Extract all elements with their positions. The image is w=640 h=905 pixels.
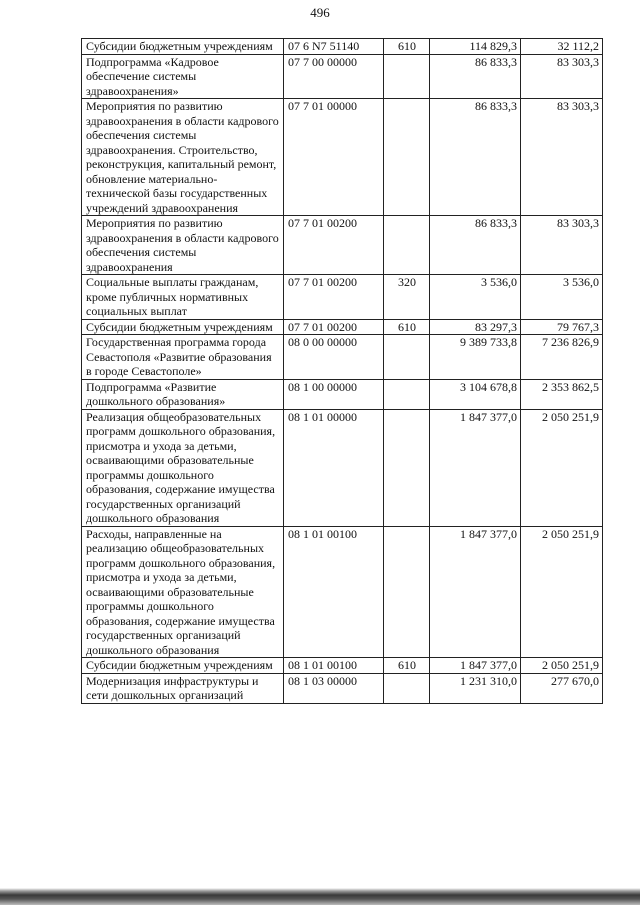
item-name-cell: Подпрограмма «Развитие дошкольного образования» [82,379,284,409]
amount-year2-cell: 79 767,3 [521,319,603,335]
table-row [82,409,603,526]
expense-type-cell [384,526,430,658]
item-name-cell: Подпрограмма «Кадровое обеспечение системы здравоохранения» [82,54,284,99]
expense-type-cell: 320 [384,275,430,320]
expense-type-cell: 610 [384,658,430,674]
amount-year2-cell: 277 670,0 [521,673,603,703]
table-row [82,54,603,99]
item-name-cell: Субсидии бюджетным учреждениям [82,658,284,674]
item-name-cell: Мероприятия по развитию здравоохранения в области кадрового обеспечения системы здравоохранения [82,216,284,275]
expense-type-cell [384,379,430,409]
target-code-cell: 07 7 01 00200 [284,275,384,320]
expense-type-cell: 610 [384,319,430,335]
target-code-cell: 08 0 00 00000 [284,335,384,380]
scan-bottom-edge [0,888,640,905]
amount-year1-cell: 86 833,3 [430,54,521,99]
target-code-cell: 08 1 01 00000 [284,409,384,526]
item-name-cell: Субсидии бюджетным учреждениям [82,39,284,55]
target-code-cell: 08 1 00 00000 [284,379,384,409]
expense-type-cell [384,99,430,216]
expense-type-cell [384,673,430,703]
amount-year1-cell: 86 833,3 [430,216,521,275]
amount-year1-cell: 3 536,0 [430,275,521,320]
item-name-cell: Расходы, направленные на реализацию общеобразовательных программ дошкольного образования, присмотра и ухода за детьми, осваивающими образовательные программы дошкольного образования, содержание имущества государственных организаций дошкольного образования [82,526,284,658]
expense-type-cell [384,216,430,275]
table-row [82,39,603,55]
target-code-cell: 07 6 N7 51140 [284,39,384,55]
table-row [82,335,603,380]
amount-year2-cell: 7 236 826,9 [521,335,603,380]
budget-table-body [82,39,603,704]
amount-year2-cell: 2 050 251,9 [521,658,603,674]
table-row [82,658,603,674]
table-row [82,673,603,703]
amount-year1-cell: 114 829,3 [430,39,521,55]
target-code-cell: 07 7 00 00000 [284,54,384,99]
amount-year1-cell: 1 847 377,0 [430,658,521,674]
amount-year2-cell: 2 050 251,9 [521,409,603,526]
item-name-cell: Социальные выплаты гражданам, кроме публичных нормативных социальных выплат [82,275,284,320]
target-code-cell: 07 7 01 00200 [284,216,384,275]
expense-type-cell: 610 [384,39,430,55]
amount-year1-cell: 1 847 377,0 [430,526,521,658]
table-row [82,275,603,320]
expense-type-cell [384,409,430,526]
page-number: 496 [310,5,330,20]
item-name-cell: Реализация общеобразовательных программ дошкольного образования, присмотра и ухода за детьми, осваивающими образовательные программы дошкольного образования, содержание имущества государственных организаций дошкольного образования [82,409,284,526]
amount-year2-cell: 83 303,3 [521,216,603,275]
table-row [82,99,603,216]
amount-year1-cell: 83 297,3 [430,319,521,335]
item-name-cell: Субсидии бюджетным учреждениям [82,319,284,335]
target-code-cell: 08 1 01 00100 [284,526,384,658]
item-name-cell: Мероприятия по развитию здравоохранения в области кадрового обеспечения системы здравоохранения. Строительство, реконструкция, капитальный ремонт, обновление материально-технической базы государственных учреждений здравоохранения [82,99,284,216]
amount-year2-cell: 2 353 862,5 [521,379,603,409]
amount-year1-cell: 1 231 310,0 [430,673,521,703]
budget-table [81,38,603,704]
target-code-cell: 07 7 01 00200 [284,319,384,335]
target-code-cell: 08 1 01 00100 [284,658,384,674]
target-code-cell: 08 1 03 00000 [284,673,384,703]
item-name-cell: Модернизация инфраструктуры и сети дошкольных организаций [82,673,284,703]
amount-year2-cell: 3 536,0 [521,275,603,320]
amount-year1-cell: 3 104 678,8 [430,379,521,409]
expense-type-cell [384,335,430,380]
table-row [82,379,603,409]
item-name-cell: Государственная программа города Севастополя «Развитие образования в городе Севастополе» [82,335,284,380]
amount-year1-cell: 9 389 733,8 [430,335,521,380]
expense-type-cell [384,54,430,99]
table-row [82,319,603,335]
amount-year1-cell: 1 847 377,0 [430,409,521,526]
amount-year1-cell: 86 833,3 [430,99,521,216]
target-code-cell: 07 7 01 00000 [284,99,384,216]
amount-year2-cell: 32 112,2 [521,39,603,55]
table-row [82,526,603,658]
amount-year2-cell: 83 303,3 [521,99,603,216]
amount-year2-cell: 2 050 251,9 [521,526,603,658]
table-row [82,216,603,275]
amount-year2-cell: 83 303,3 [521,54,603,99]
